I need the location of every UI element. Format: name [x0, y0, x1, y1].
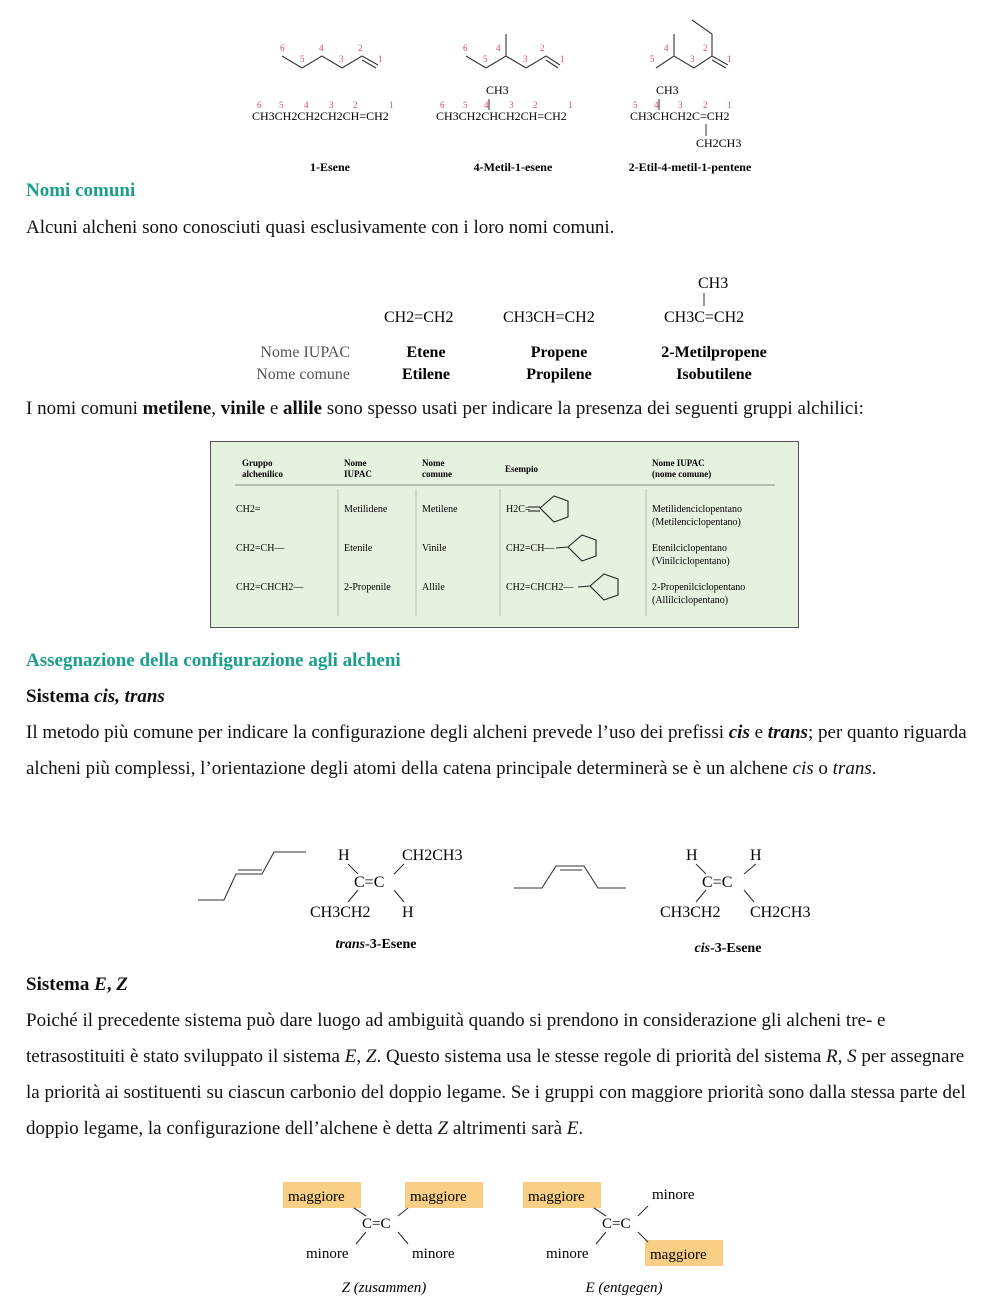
svg-text:3: 3	[509, 100, 514, 110]
svg-text:4: 4	[484, 100, 489, 110]
row-label-common: Nome comune	[256, 366, 350, 383]
z-top-right-label: maggiore	[410, 1189, 467, 1205]
e-bottom-right-label: maggiore	[650, 1247, 707, 1263]
paragraph-cis-trans: Il metodo più comune per indicare la configurazione degli alcheni prevede l’uso dei prefissi cis e trans; per quanto riguarda alcheni più complessi, l’orientazione degli atomi della catena principale determinerà se è un alchene cis o trans.	[26, 722, 967, 779]
header-example: Esempio	[505, 464, 539, 474]
subtitle-e-z: Sistema E, Z	[26, 974, 128, 995]
svg-text:1: 1	[378, 54, 383, 64]
svg-text:2: 2	[703, 100, 708, 110]
formula-ethene: CH2=CH2	[384, 309, 454, 326]
header-iupac: Nome	[344, 458, 367, 468]
svg-text:6: 6	[440, 100, 445, 110]
e-z-figure	[280, 1178, 730, 1302]
row-label-iupac: Nome IUPAC	[260, 344, 350, 361]
svg-text:5: 5	[279, 100, 284, 110]
row2-common: Vinile	[422, 543, 447, 554]
svg-text:5: 5	[300, 54, 305, 64]
z-double-bond: C=C	[362, 1216, 391, 1232]
caption-z: Z (zusammen)	[341, 1280, 427, 1296]
trans-double-bond: C=C	[354, 874, 385, 891]
svg-text:2: 2	[703, 43, 708, 53]
svg-text:2: 2	[533, 100, 538, 110]
svg-text:3: 3	[329, 100, 334, 110]
common-methylpropene: Isobutilene	[676, 366, 752, 383]
common-propene: Propilene	[526, 366, 592, 383]
caption-2-ethyl-4-methyl-1-pentene: 2-Etil-4-metil-1-pentene	[628, 160, 752, 174]
paragraph-groups: I nomi comuni metilene, vinile e allile sono spesso usati per indicare la presenza dei seguenti gruppi alchilici:	[26, 398, 864, 419]
trans-top-left: H	[338, 847, 350, 864]
trans-top-right: CH2CH3	[402, 847, 463, 864]
row1-iupac: Metilidene	[344, 504, 388, 515]
row1-common: Metilene	[422, 504, 458, 515]
svg-text:4: 4	[496, 43, 501, 53]
alkenyl-groups-table	[210, 441, 800, 629]
e-double-bond: C=C	[602, 1216, 631, 1232]
subtitle-cis-trans: Sistema cis, trans	[26, 686, 165, 707]
svg-text:3: 3	[678, 100, 683, 110]
svg-text:4: 4	[654, 100, 659, 110]
row3-example: CH2=CHCH2—	[506, 582, 574, 593]
caption-e: E (entgegen)	[585, 1280, 663, 1296]
cis-trans-figure	[190, 838, 830, 962]
iupac-ethene: Etene	[406, 344, 446, 361]
svg-text:1: 1	[560, 54, 565, 64]
z-bottom-right-label: minore	[412, 1246, 455, 1262]
svg-text:3: 3	[523, 54, 528, 64]
row1-full: Metilidenciclopentano	[652, 504, 742, 515]
header-group: Gruppo	[242, 458, 273, 468]
substituent-methyl: CH3	[486, 83, 509, 97]
svg-text:1: 1	[727, 100, 732, 110]
paragraph-e-z: Poiché il precedente sistema può dare luogo ad ambiguità quando si prendono in considerazione gli alcheni tre- e tetrasostituiti è stato sviluppato il sistema E, Z. Questo sistema usa le stesse regole di priorità del sistema R, S per assegnare la priorità ai sostituenti su ciascun carbonio del doppio legame. Se i gruppi con maggiore priorità sono dalla stessa parte del doppio legame, la configurazione dell’alchene è detta Z altrimenti sarà E.	[26, 1010, 966, 1139]
common-names-table	[230, 268, 790, 386]
svg-text:comune: comune	[422, 469, 452, 479]
iupac-methylpropene: 2-Metilpropene	[661, 344, 767, 361]
svg-text:4: 4	[664, 43, 669, 53]
row2-full: Etenilciclopentano	[652, 543, 727, 554]
skeletal-cis-3-hexene	[514, 866, 626, 888]
row1-full-common: (Metilenciclopentano)	[652, 517, 741, 528]
svg-text:2: 2	[540, 43, 545, 53]
row2-full-common: (Vinilciclopentano)	[652, 556, 730, 567]
formula-methylpropene-top: CH3	[698, 275, 729, 292]
section-title-configuration: Assegnazione della configurazione agli alcheni	[26, 650, 401, 671]
condensed-2-ethyl-4-methyl-1-pentene: CH3CHCH2C=CH2	[630, 109, 730, 123]
caption-cis-3-hexene: cis-3-Esene	[694, 941, 762, 956]
svg-text:alchenilico: alchenilico	[242, 469, 283, 479]
trans-bottom-left: CH3CH2	[310, 904, 371, 921]
z-top-left-label: maggiore	[288, 1189, 345, 1205]
svg-text:IUPAC: IUPAC	[344, 469, 372, 479]
skeletal-trans-3-hexene	[198, 852, 306, 900]
row3-group: CH2=CHCH2—	[236, 582, 304, 593]
caption-trans-3-hexene: trans-3-Esene	[335, 937, 417, 952]
paragraph-common-names: Alcuni alcheni sono conosciuti quasi esclusivamente con i loro nomi comuni.	[26, 217, 615, 238]
cis-bottom-right: CH2CH3	[750, 904, 811, 921]
section-title-common-names: Nomi comuni	[26, 180, 136, 201]
e-top-right-label: minore	[652, 1187, 695, 1203]
svg-text:1: 1	[568, 100, 573, 110]
cis-double-bond: C=C	[702, 874, 733, 891]
z-bottom-left-label: minore	[306, 1246, 349, 1262]
row2-group: CH2=CH—	[236, 543, 285, 554]
formula-propene: CH3CH=CH2	[503, 309, 595, 326]
svg-text:(nome comune): (nome comune)	[652, 469, 712, 479]
row3-full-common: (Allilciclopentano)	[652, 595, 729, 606]
header-full-name: Nome IUPAC	[652, 458, 705, 468]
svg-text:4: 4	[304, 100, 309, 110]
cis-top-left: H	[686, 847, 698, 864]
svg-text:1: 1	[727, 54, 732, 64]
e-bottom-left-label: minore	[546, 1246, 589, 1262]
svg-text:6: 6	[463, 43, 468, 53]
row3-full: 2-Propenilciclopentano	[652, 582, 746, 593]
row1-example: H2C=	[506, 504, 531, 515]
header-common: Nome	[422, 458, 445, 468]
common-ethene: Etilene	[402, 366, 450, 383]
condensed-1-hexene: CH3CH2CH2CH2CH=CH2	[252, 109, 389, 123]
svg-text:5: 5	[633, 100, 638, 110]
row2-iupac: Etenile	[344, 543, 373, 554]
hexene-structures-figure	[240, 10, 780, 180]
cis-bottom-left: CH3CH2	[660, 904, 721, 921]
svg-text:1: 1	[389, 100, 394, 110]
substituent-methyl-top: CH3	[656, 83, 679, 97]
row1-group: CH2=	[236, 504, 261, 515]
svg-text:4: 4	[319, 43, 324, 53]
svg-text:6: 6	[280, 43, 285, 53]
row3-iupac: 2-Propenile	[344, 582, 391, 593]
svg-text:2: 2	[358, 43, 363, 53]
row3-common: Allile	[422, 582, 445, 593]
e-top-left-label: maggiore	[528, 1189, 585, 1205]
skeletal-4-methyl-1-hexene	[466, 34, 560, 68]
skeletal-1-hexene	[282, 56, 378, 68]
cis-top-right: H	[750, 847, 762, 864]
trans-bottom-right: H	[402, 904, 414, 921]
substituent-ethyl-bottom: CH2CH3	[696, 136, 742, 150]
iupac-propene: Propene	[530, 344, 588, 361]
caption-4-methyl-1-hexene: 4-Metil-1-esene	[473, 160, 553, 174]
svg-text:5: 5	[463, 100, 468, 110]
caption-1-hexene: 1-Esene	[310, 160, 350, 174]
formula-methylpropene: CH3C=CH2	[664, 309, 745, 326]
condensed-4-methyl-1-hexene: CH3CH2CHCH2CH=CH2	[436, 109, 567, 123]
row2-example: CH2=CH—	[506, 543, 555, 554]
svg-text:5: 5	[483, 54, 488, 64]
svg-text:5: 5	[650, 54, 655, 64]
svg-text:6: 6	[257, 100, 262, 110]
svg-text:2: 2	[353, 100, 358, 110]
svg-text:3: 3	[339, 54, 344, 64]
svg-text:3: 3	[690, 54, 695, 64]
